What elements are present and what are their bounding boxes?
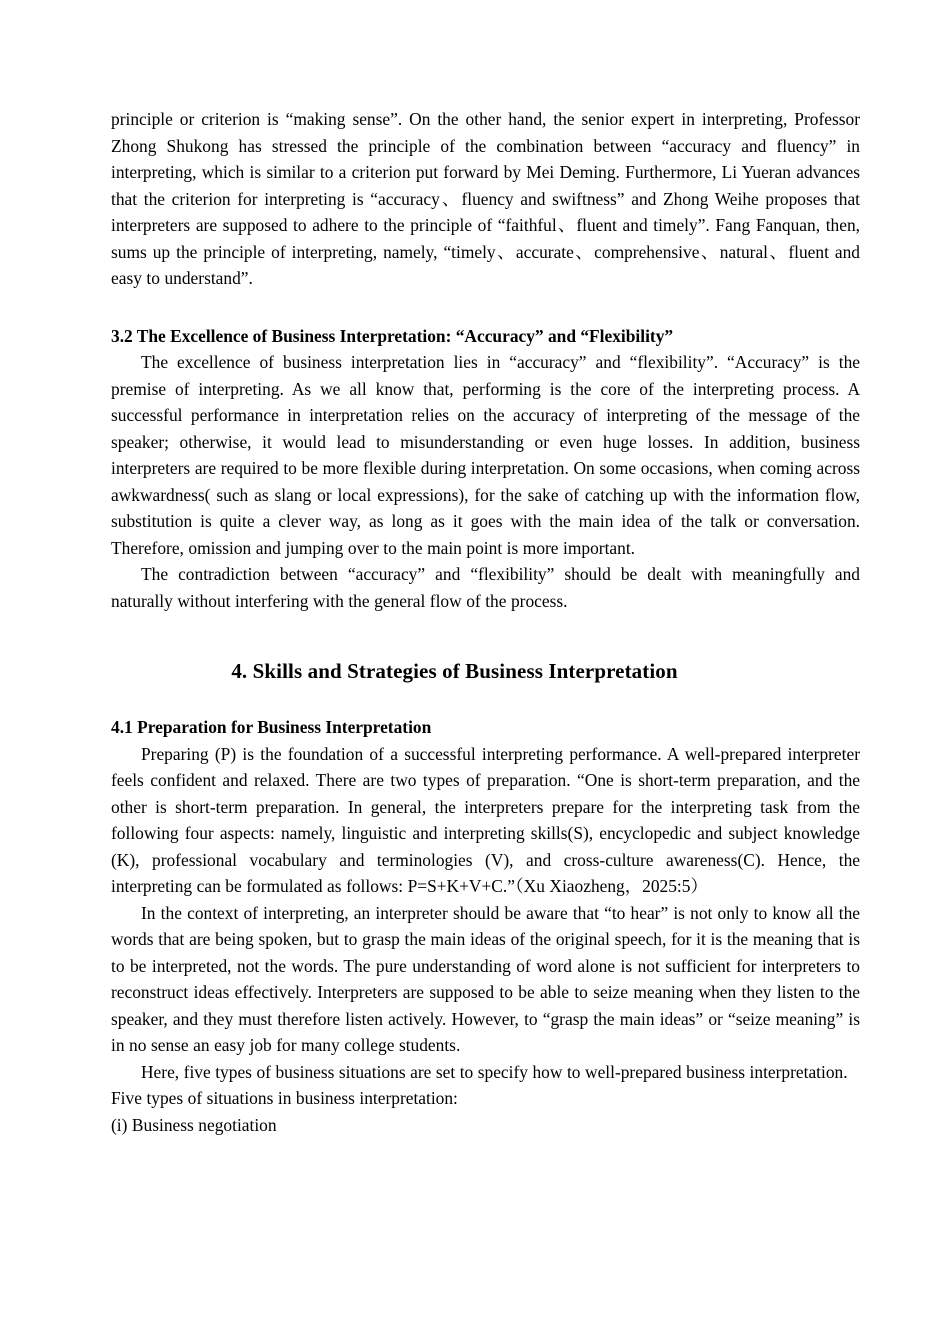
- spacer-after-section-4: [111, 686, 860, 714]
- heading-3-2: 3.2 The Excellence of Business Interpretation: “Accuracy” and “Flexibility”: [111, 325, 674, 346]
- text-column: [111, 106, 860, 1138]
- heading-section-4: 4. Skills and Strategies of Business Interpretation: [231, 659, 678, 683]
- paragraph-3-2-contradiction: The contradiction between “accuracy” and “flexibility” should be dealt with meaningfully and naturally without interfering with the general flow of the process.: [111, 564, 860, 611]
- paragraph-4-1-context: In the context of interpreting, an interpreter should be aware that “to hear” is not only to know all the words that are being spoken, but to grasp the main ideas of the original speech, for it is the meaning that is to be interpreted, not the words. The pure understanding of word alone is not sufficient for interpreters to reconstruct ideas effectively. Interpreters are supposed to be able to seize meaning when they listen to the speaker, and they must therefore listen actively. However, to “grasp the main ideas” or “seize meaning” is in no sense an easy job for many college students.: [111, 902, 860, 1055]
- paragraph-continued-from-previous-page: principle or criterion is “making sense”. On the other hand, the senior expert in interpreting, Professor Zhong Shukong has stressed the principle of the combination between “accuracy and fluency” in interpreting, which is similar to a criterion put forward by Mei Deming. Furthermore, Li Yueran advances that the criterion for interpreting is “accuracy、fluency and swiftness” and Zhong Weihe proposes that interpreters are supposed to adhere to the principle of “faithful、fluent and timely”. Fang Fanquan, then, sums up the principle of interpreting, namely, “timely、accurate、comprehensive、natural、fluent and easy to understand”.: [111, 109, 860, 288]
- spacer-before-section-4: [111, 614, 860, 656]
- paragraph-4-1-preparing: Preparing (P) is the foundation of a successful interpreting performance. A well-prepared interpreter feels confident and relaxed. There are two types of preparation. “One is short-term preparation, and the other is short-term preparation. In general, the interpreters prepare for the interpreting task from the following four aspects: namely, linguistic and interpreting skills(S), encyclopedic and subject knowledge (K), professional vocabulary and terminologies (V), and cross-culture awareness(C). Hence, the interpreting can be formulated as follows: P=S+K+V+C.”（Xu Xiaozheng，2025:5）: [111, 743, 860, 896]
- paragraph-3-2-excellence: The excellence of business interpretation lies in “accuracy” and “flexibility”. “Accuracy” is the premise of interpreting. As we all know that, performing is the core of the interpreting process. A successful performance in interpretation relies on the accuracy of interpreting of the message of the speaker; otherwise, it would lead to misunderstanding or even huge losses. In addition, business interpreters are required to be more flexible during interpretation. On some occasions, when coming across awkwardness( such as slang or local expressions), for the sake of catching up with the information flow, substitution is quite a clever way, as long as it goes with the main idea of the talk or conversation. Therefore, omission and jumping over to the main point is more important.: [111, 352, 860, 558]
- list-item-business-negotiation: (i) Business negotiation: [111, 1114, 277, 1135]
- spacer-before-heading-3-2: [111, 292, 860, 323]
- list-intro-line: Five types of situations in business interpretation:: [111, 1088, 458, 1108]
- heading-4-1: 4.1 Preparation for Business Interpretation: [111, 717, 432, 737]
- paragraph-4-1-five-types: Here, five types of business situations are set to specify how to well-prepared business interpretation.: [141, 1061, 848, 1082]
